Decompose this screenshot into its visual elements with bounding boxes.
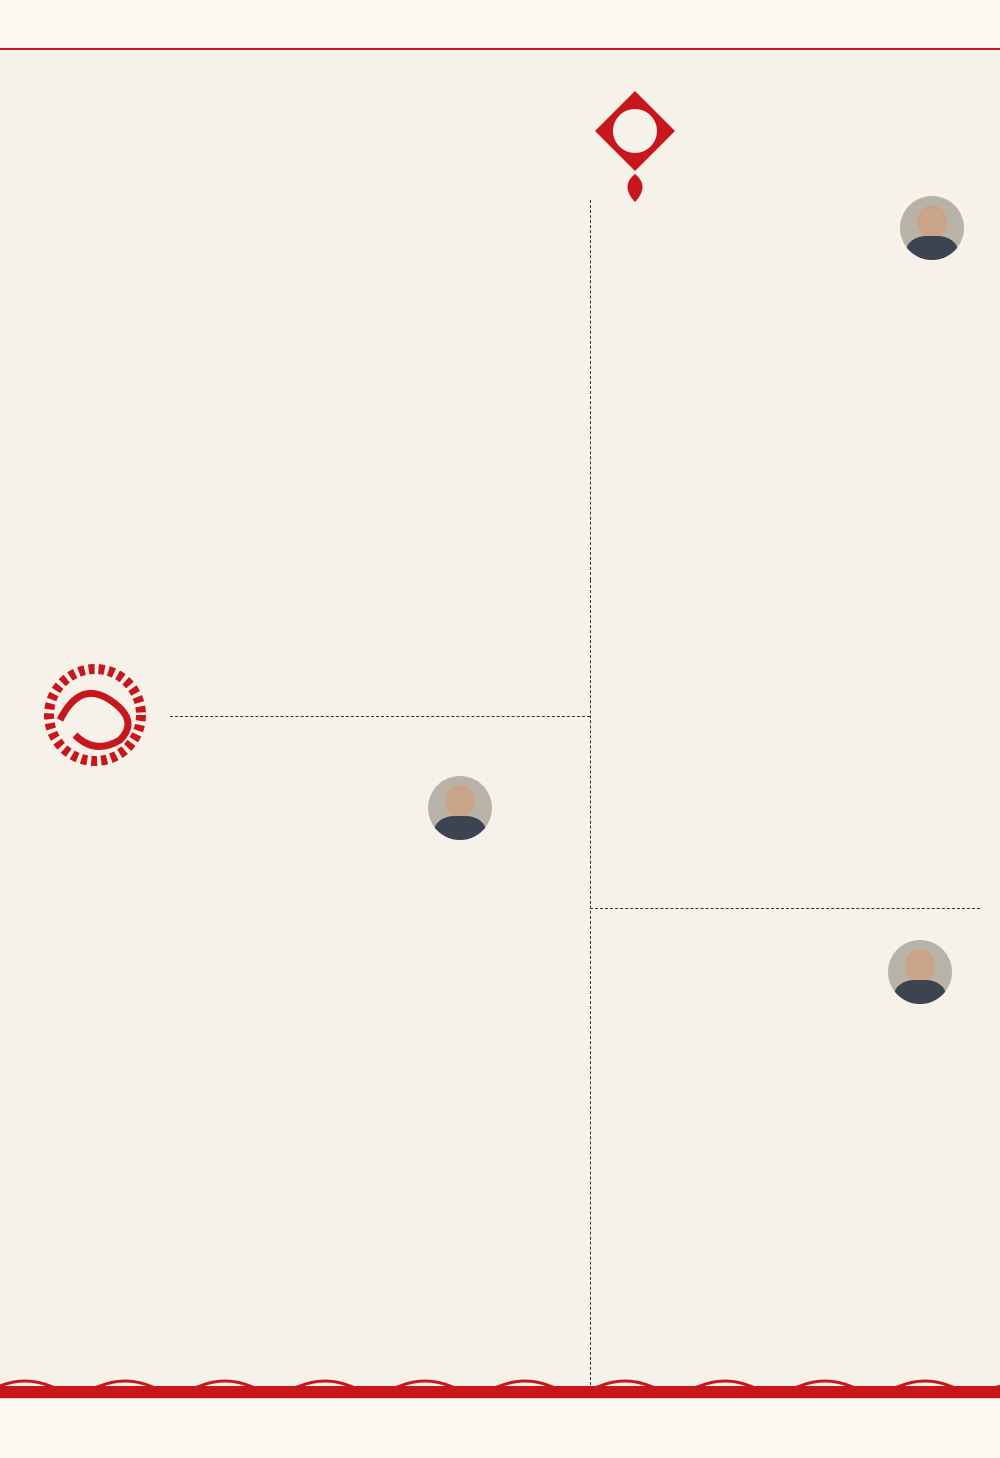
page-header xyxy=(0,0,1000,50)
page-footer xyxy=(0,1398,1000,1458)
story3-body xyxy=(40,864,578,1358)
column-divider xyxy=(590,580,591,1400)
avatar xyxy=(900,196,964,260)
avatar xyxy=(888,940,952,1004)
dragon-papercut-icon xyxy=(20,660,170,770)
column-divider xyxy=(590,908,980,909)
column-divider xyxy=(170,716,590,717)
column-divider xyxy=(590,200,591,580)
avatar xyxy=(428,776,492,840)
story2-body xyxy=(606,270,980,830)
wave-border-icon xyxy=(0,1376,1000,1400)
fu-papercut-icon xyxy=(590,86,680,206)
story1-body xyxy=(60,196,570,672)
story4-body xyxy=(690,1018,930,1322)
